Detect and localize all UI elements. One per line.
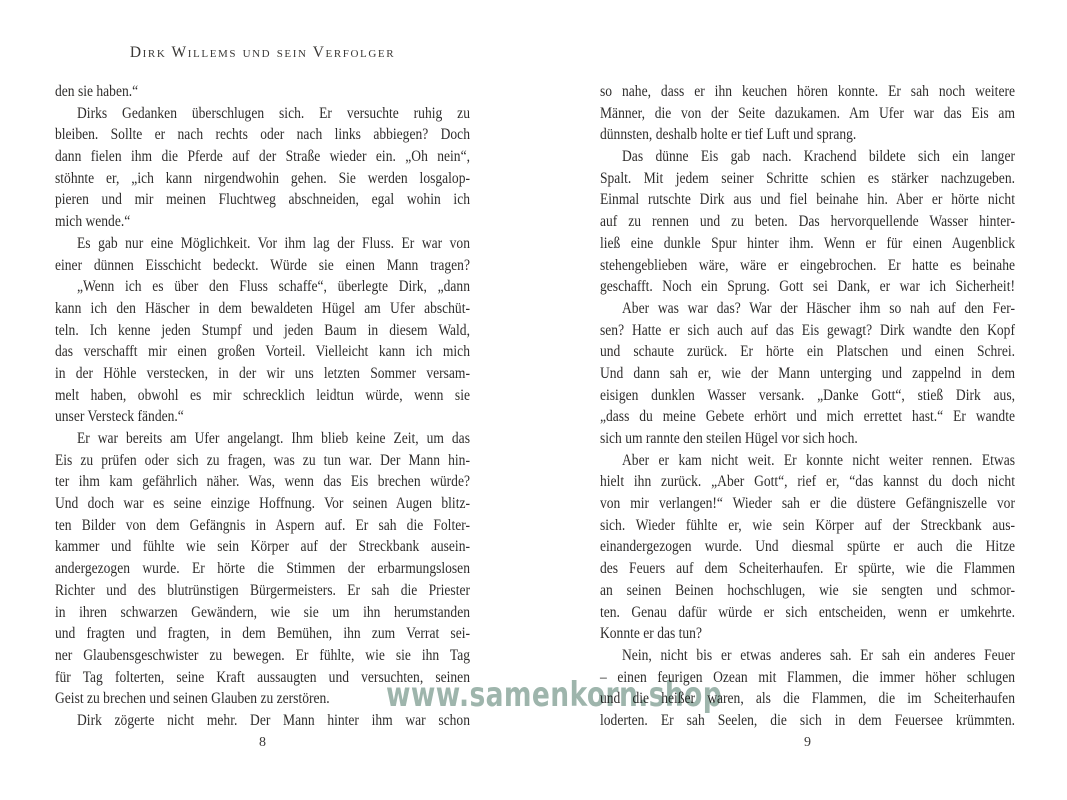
- text-line: in ihren schwarzen Gewändern, wie sie um ihn herumstanden: [55, 603, 470, 621]
- page-number-right: 9: [804, 735, 811, 750]
- text-line: Aber was war das? War der Häscher ihm so nah auf den Fer-: [622, 299, 1015, 317]
- text-line: andergezogen wurde. Er hörte die Stimmen der erbarmungslosen: [55, 560, 470, 578]
- text-line: auf zu rennen und zu beten. Das hervorquellende Wasser hinter-: [600, 213, 1015, 231]
- text-line: sen? Hatte er sich auch auf das Eis gewagt? Dirk wandte den Kopf: [600, 321, 1015, 339]
- text-line: Richter und des blutrünstigen Bürgermeisters. Er sah die Priester: [55, 581, 470, 599]
- text-line: ließ eine dunkle Spur hinter ihm. Wenn er für einen Augenblick: [600, 234, 1015, 252]
- text-line: stehengeblieben wäre, wäre er eingebrochen. Er hatte es beinahe: [600, 256, 1015, 274]
- page-right: [600, 0, 1015, 800]
- text-line: Geist zu brechen und seinen Glauben zu zerstören.: [55, 690, 330, 708]
- text-line: ner Glaubensgeschwister zu bewegen. Er fühlte, wie sie ihn Tag: [55, 646, 470, 664]
- text-line: an seinen Beinen hochschlugen, wie sie sengten und schmor-: [600, 581, 1015, 599]
- text-line: ter ihm kam gefährlich näher. Was, wenn das Eis brechen würde?: [55, 473, 470, 491]
- text-line: Und dann sah er, wie der Mann unterging und zappelnd in dem: [600, 364, 1015, 382]
- text-line: Eis zu prüfen oder sich zu fragen, was zu tun war. Der Mann hin-: [55, 451, 470, 469]
- text-line: – einen feurigen Ozean mit Flammen, die immer höher schlugen: [600, 668, 1015, 686]
- text-line: in der Höhle verstecken, in der wir uns letzten Sommer versam-: [55, 364, 470, 382]
- text-line: und fragten und fragten, in dem Bemühen, ihn zum Verrat sei-: [55, 625, 470, 643]
- text-line: und schaute zurück. Er hörte ein Platschen und einen Schrei.: [600, 343, 1015, 361]
- text-line: von mir verlangen!“ Wieder sah er die düstere Gefängniszelle vor: [600, 495, 1015, 513]
- text-line: hielt ihn zurück. „Aber Gott“, rief er, “das kannst du doch nicht: [600, 473, 1015, 491]
- text-line: für Tag folterten, seine Kraft aussaugten und versuchten, seinen: [55, 668, 470, 686]
- text-line: mich wende.“: [55, 213, 131, 231]
- text-line: Dirks Gedanken überschlugen sich. Er versuchte ruhig zu: [77, 104, 470, 122]
- text-line: Und doch war es seine einzige Hoffnung. Vor seinen Augen blitz-: [55, 495, 470, 513]
- page-number-left: 8: [259, 735, 266, 750]
- text-line: stöhnte er, „ich kann nirgendwohin gehen. Sie werden losgalop-: [55, 169, 470, 187]
- page-left: [55, 0, 470, 800]
- text-line: kann ich den Häscher in dem bewaldeten Hügel am Ufer abschüt-: [55, 299, 470, 317]
- text-line: des Feuers auf dem Scheiterhaufen. Er spürte, wie die Flammen: [600, 560, 1015, 578]
- text-line: Das dünne Eis gab nach. Krachend bildete sich ein langer: [622, 148, 1015, 166]
- text-line: kammer und fühlte wie sein Körper auf der Streckbank ausein-: [55, 538, 470, 556]
- text-line: Dirk zögerte nicht mehr. Der Mann hinter ihm war schon: [77, 711, 470, 729]
- text-line: Einmal rutschte Dirk aus und fiel beinahe hin. Aber er hörte nicht: [600, 191, 1015, 209]
- text-line: pieren und mir meinen Fluchtweg abschneiden, egal wohin ich: [55, 191, 470, 209]
- text-line: und die heißer waren, als die Flammen, die im Scheiterhaufen: [600, 690, 1015, 708]
- text-line: sich. Wieder fühlte er, wie sein Körper auf der Streckbank aus-: [600, 516, 1015, 534]
- text-line: ten Bilder von dem Gefängnis in Aspern auf. Er sah die Folter-: [55, 516, 470, 534]
- text-line: geschafft. Noch ein Sprung. Gott sei Dank, er war ich Sicherheit!: [600, 278, 1015, 296]
- text-line: Er war bereits am Ufer angelangt. Ihm blieb keine Zeit, um das: [77, 430, 470, 447]
- text-line: sich um rannte den steilen Hügel vor sich hoch.: [600, 430, 858, 447]
- text-line: eisigen dunklen Wasser versank. „Danke Gott“, stieß Dirk aus,: [600, 386, 1015, 404]
- text-line: Männer, die von der Seite dazukamen. Am Ufer war das Eis am: [600, 104, 1015, 122]
- text-line: Spalt. Mit jedem seiner Schritte schien es stärker nachzugeben.: [600, 169, 1015, 187]
- text-line: unser Versteck fänden.“: [55, 408, 184, 426]
- text-line: einandergezogen wurde. Und diesmal spürte er auch die Hitze: [600, 538, 1015, 556]
- text-line: „dass du meine Gebete erhört und mich errettet hast.“ Er wandte: [600, 408, 1015, 426]
- text-line: ten. Genau dafür würde er sich entscheiden, wenn er umkehrte.: [600, 603, 1015, 621]
- running-head: Dirk Willems und sein Verfolger: [129, 44, 396, 61]
- text-line: Es gab nur eine Möglichkeit. Vor ihm lag der Fluss. Er war von: [77, 234, 470, 252]
- text-line: melt haben, obwohl es mir schrecklich leidtun würde, wenn sie: [55, 386, 470, 404]
- text-line: einer dünnen Eisschicht bedeckt. Würde sie einen Mann tragen?: [55, 256, 470, 274]
- left-page-text: [55, 81, 470, 732]
- text-line: den sie haben.“: [55, 83, 139, 100]
- text-line: Konnte er das tun?: [600, 625, 702, 643]
- shop-watermark: www.samenkorn.shop: [386, 675, 723, 715]
- text-line: teln. Ich kenne jeden Stumpf und jeden Baum in diesem Wald,: [55, 321, 470, 339]
- text-line: Nein, nicht bis er etwas anderes sah. Er sah ein anderes Feuer: [622, 646, 1015, 664]
- text-line: dann fielen ihm die Pferde auf der Straße wieder ein. „Oh nein“,: [55, 148, 470, 166]
- text-line: dünnsten, deshalb holte er tief Luft und sprang.: [600, 126, 857, 144]
- text-line: loderten. Er sah Seelen, die sich in dem Feuersee krümmten.: [600, 711, 1015, 729]
- text-line: „Wenn ich es über den Fluss schaffe“, überlegte Dirk, „dann: [77, 278, 470, 296]
- text-line: das verschafft mir einen großen Vorteil. Vielleicht kann ich mich: [55, 343, 470, 361]
- text-line: so nahe, dass er ihn keuchen hören konnte. Er sah noch weitere: [600, 83, 1015, 100]
- text-line: bleiben. Sollte er nach rechts oder nach links abbiegen? Doch: [55, 126, 470, 144]
- right-page-text: [600, 81, 1015, 732]
- text-line: Aber er kam nicht weit. Er konnte nicht weiter rennen. Etwas: [622, 451, 1015, 469]
